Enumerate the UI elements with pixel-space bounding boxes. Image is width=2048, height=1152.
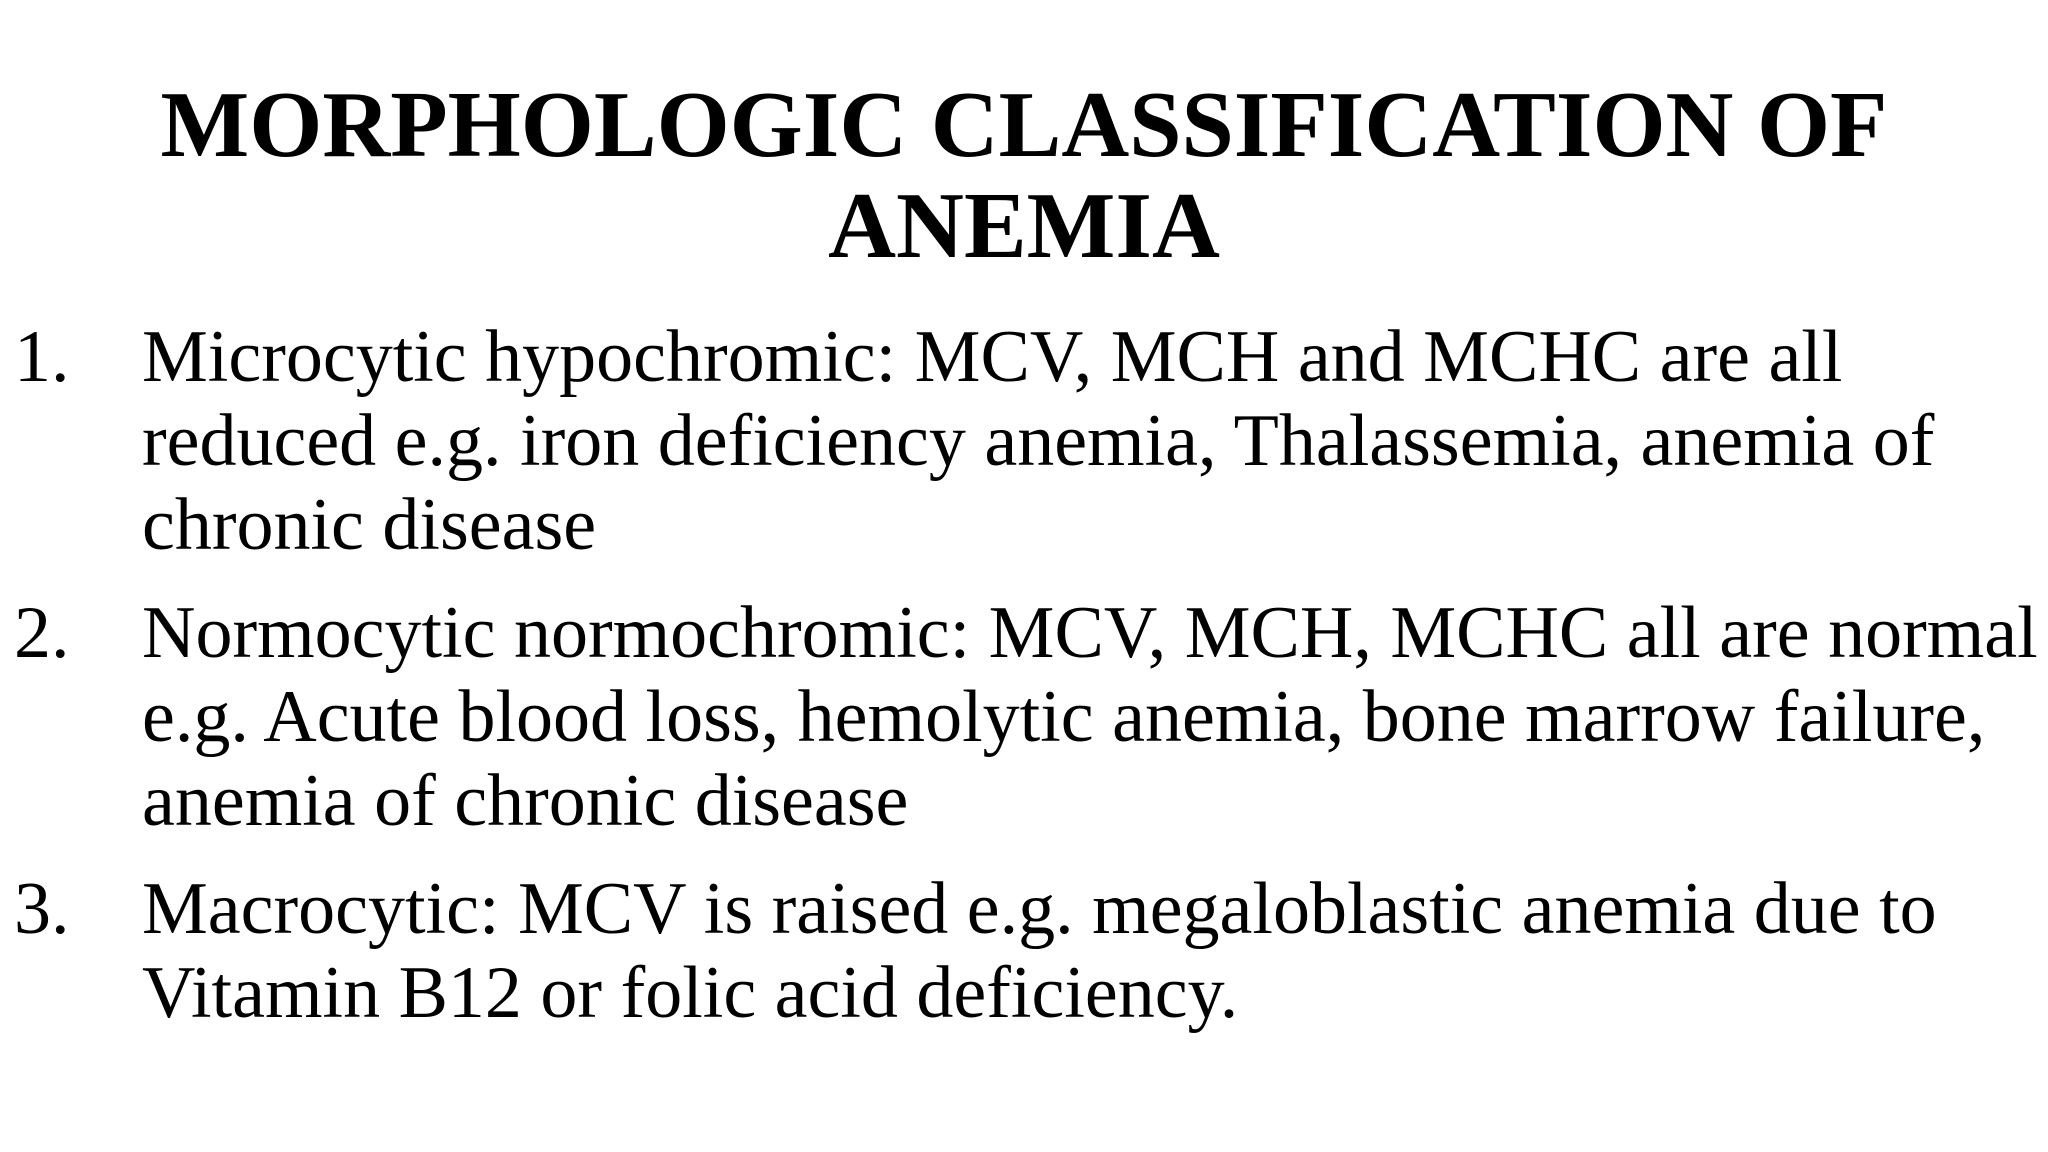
classification-list <box>0 315 2040 1059</box>
list-item-text: Macrocytic: MCV is raised e.g. megaloblastic anemia due to Vitamin B12 or folic acid deficiency. <box>142 868 1937 1034</box>
list-item-number: 3. <box>14 868 70 950</box>
title-line-2: ANEMIA <box>828 174 1220 278</box>
list-item-normocytic <box>0 591 2040 843</box>
list-item-macrocytic <box>0 867 2040 1035</box>
list-item-number: 1. <box>14 316 70 398</box>
list-item-microcytic <box>0 315 2040 567</box>
list-item-text: Microcytic hypochromic: MCV, MCH and MCHC are all reduced e.g. iron deficiency anemia, Thalassemia, anemia of chronic disease <box>142 316 1935 566</box>
slide-title <box>0 75 2048 277</box>
list-item-number: 2. <box>14 592 70 674</box>
list-item-text: Normocytic normochromic: MCV, MCH, MCHC all are normal e.g. Acute blood loss, hemolytic anemia, bone marrow failure, anemia of chronic disease <box>142 592 2038 842</box>
title-line-1: MORPHOLOGIC CLASSIFICATION OF <box>160 73 1888 177</box>
